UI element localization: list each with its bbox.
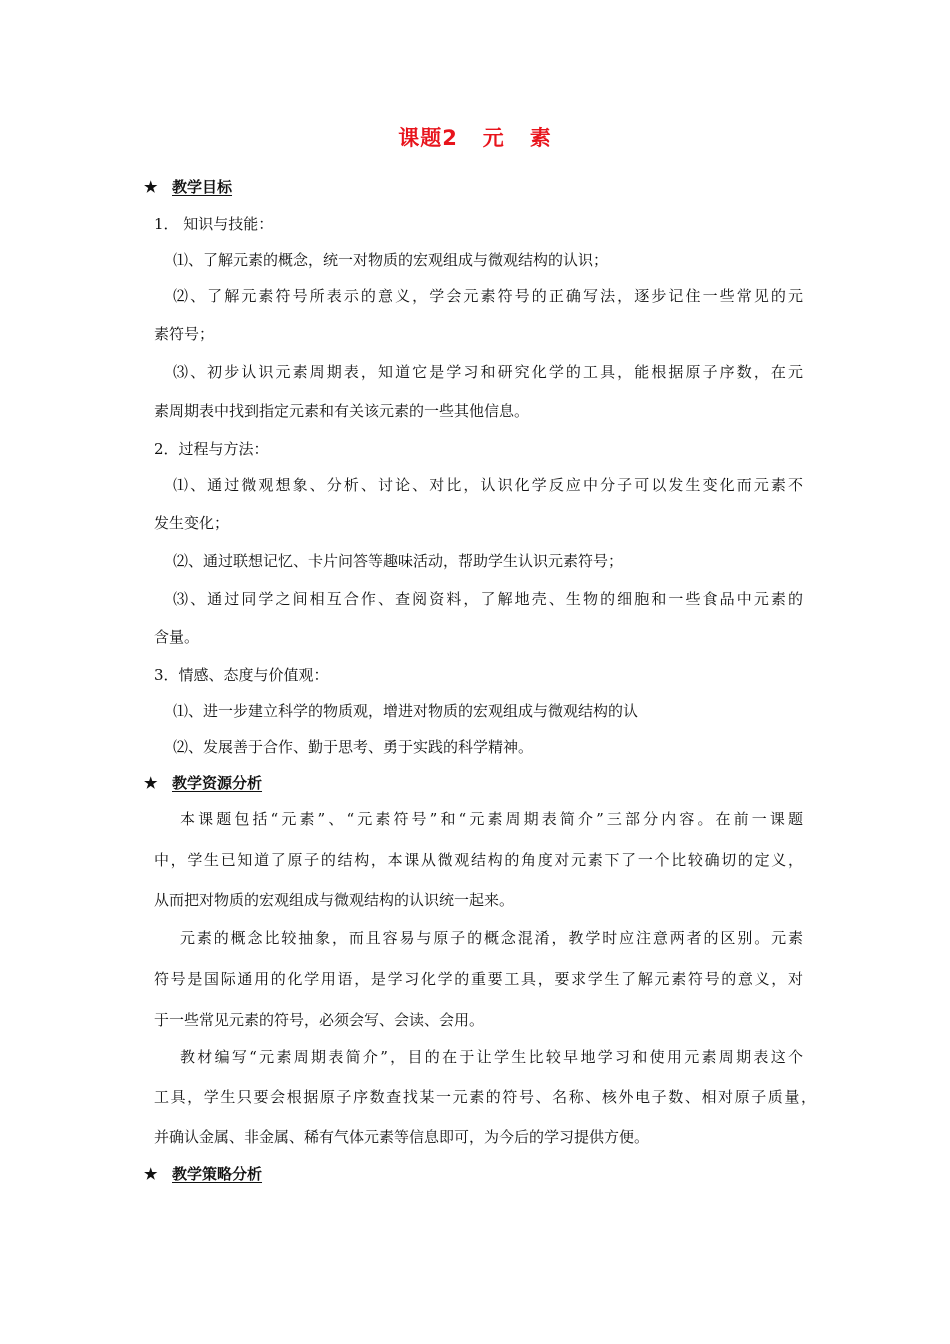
paragraph-line: 并确认金属、非金属、稀有气体元素等信息即可，为今后的学习提供方便。 (154, 1128, 650, 1146)
section-heading-text: 教学目标 (172, 178, 233, 196)
paragraph-line: 从而把对物质的宏观组成与微观结构的认识统一起来。 (154, 891, 515, 909)
list-item: ⑵、了解元素符号所表示的意义，学会元素符号的正确写法，逐步记住一些常见的元 (173, 287, 803, 305)
paragraph-line: 于一些常见元素的符号，必须会写、会读、会用。 (154, 1011, 485, 1029)
star-icon: ★ (144, 178, 158, 196)
subsection-process: 2．过程与方法： (154, 440, 269, 458)
section-heading-resources (144, 773, 262, 793)
star-icon: ★ (144, 774, 158, 792)
list-item: ⑶、通过同学之间相互合作、查阅资料，了解地壳、生物的细胞和一些食品中元素的 (173, 590, 803, 608)
subsection-attitude: 3．情感、态度与价值观： (154, 666, 329, 684)
page-title: 课题2 元 素 (398, 126, 552, 150)
list-item-continuation: 素符号； (154, 325, 215, 343)
list-item: ⑴、进一步建立科学的物质观，增进对物质的宏观组成与微观结构的认 (173, 702, 639, 720)
paragraph-line: 中，学生已知道了原子的结构，本课从微观结构的角度对元素下了一个比较确切的定义， (154, 851, 803, 869)
list-item-continuation: 发生变化； (154, 514, 230, 532)
list-item: ⑶、初步认识元素周期表，知道它是学习和研究化学的工具，能根据原子序数，在元 (173, 363, 803, 381)
list-item-continuation: 素周期表中找到指定元素和有关该元素的一些其他信息。 (154, 402, 530, 420)
subsection-knowledge: 1． 知识与技能： (154, 215, 274, 233)
paragraph-line: 工具，学生只要会根据原子序数查找某一元素的符号、名称、核外电子数、相对原子质量， (154, 1088, 816, 1106)
section-heading-strategy (144, 1164, 262, 1184)
list-item-continuation: 含量。 (154, 628, 200, 646)
list-item: ⑵、发展善于合作、勤于思考、勇于实践的科学精神。 (173, 738, 534, 756)
paragraph-line: 符号是国际通用的化学用语，是学习化学的重要工具，要求学生了解元素符号的意义，对 (154, 970, 803, 988)
paragraph-line: 元素的概念比较抽象，而且容易与原子的概念混淆，教学时应注意两者的区别。元素 (180, 929, 803, 947)
section-heading-text: 教学资源分析 (172, 774, 263, 792)
list-item: ⑵、通过联想记忆、卡片问答等趣味活动，帮助学生认识元素符号； (173, 552, 624, 570)
list-item: ⑴、通过微观想象、分析、讨论、对比，认识化学反应中分子可以发生变化而元素不 (173, 476, 803, 494)
paragraph-line: 本课题包括“元素”、“元素符号”和“元素周期表简介”三部分内容。在前一课题 (180, 810, 803, 828)
section-heading-goals (144, 177, 232, 197)
section-heading-text: 教学策略分析 (172, 1165, 263, 1183)
star-icon: ★ (144, 1165, 158, 1183)
paragraph-line: 教材编写“元素周期表简介”，目的在于让学生比较早地学习和使用元素周期表这个 (180, 1048, 803, 1066)
list-item: ⑴、了解元素的概念，统一对物质的宏观组成与微观结构的认识； (173, 251, 609, 269)
